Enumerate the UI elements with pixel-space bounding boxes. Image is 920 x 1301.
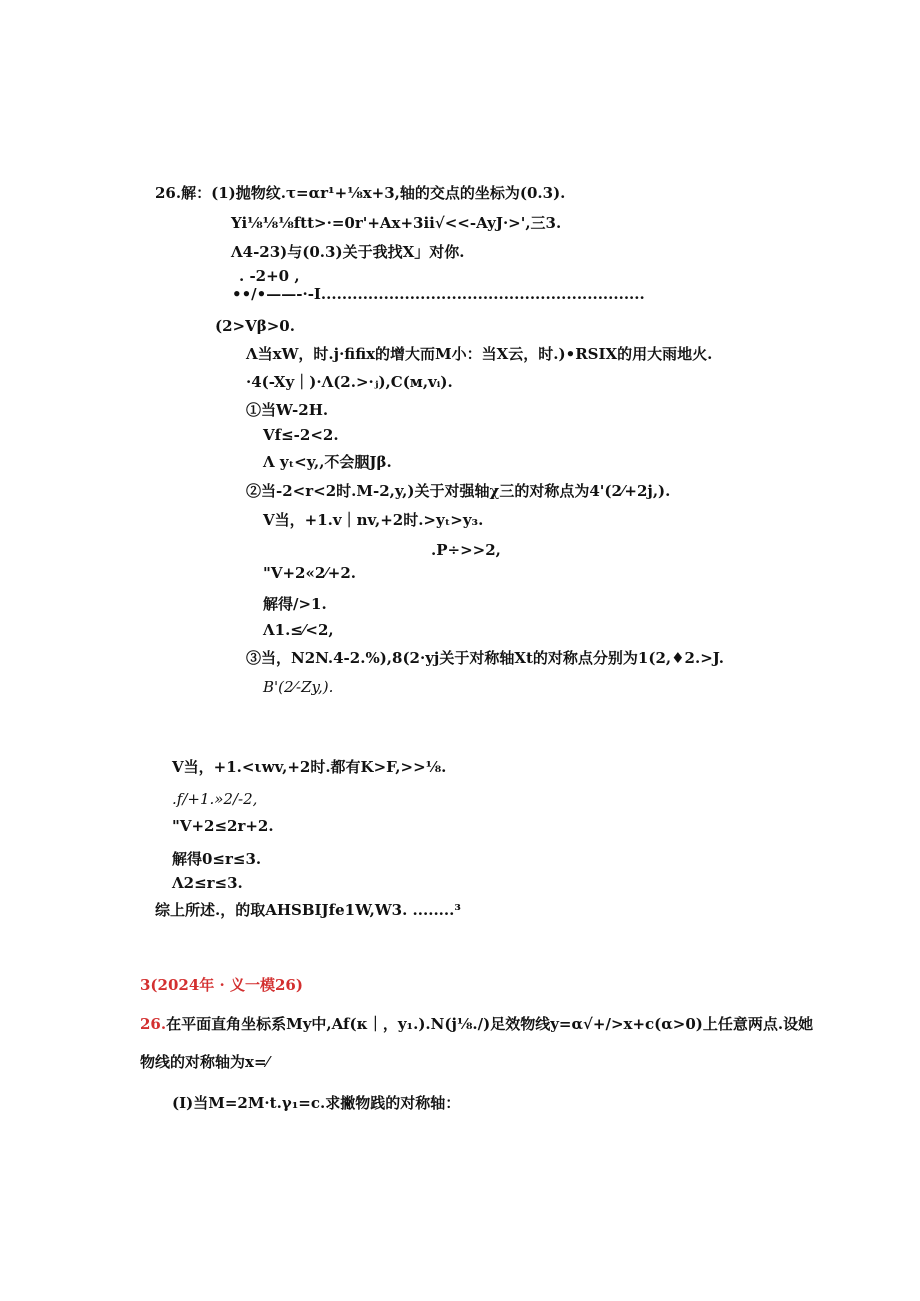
solution-line: Yi⅛⅛⅛ftt>·=0r'+Ax+3ii√<<-AyJ·>',三3. (231, 214, 562, 232)
problem-question: (I)当M=2M·t.γ₁=c.求撇物践的对称轴： (172, 1094, 461, 1112)
problem-line: 在平面直角坐标系My中,Af(κ｜，y₁.).N(j⅛./)足效物线y=α√+/>x+c(α>0)上任意两点.设她 (166, 1015, 814, 1033)
solution-line: V当，+1.<ιwv,+2时.都有K>F,>>⅛. (172, 758, 447, 776)
problem-number: 26. (140, 1015, 167, 1033)
solution-line: ①当W-2H. (246, 401, 329, 419)
solution-line: ·4(-Xy｜)·Λ(2.>·ⱼ),C(м,vᵢ). (246, 373, 453, 391)
solution-line: 解得/>1. (263, 595, 327, 613)
solution-dotted-line: ••/•——-·-I.............................................................. (232, 285, 645, 303)
solution-line: B'(2⁄-Zy,). (263, 678, 334, 696)
problem-source: 3(2024年 · 义一模26) (140, 976, 303, 994)
problem-line: 物线的对称轴为x=⁄ (140, 1053, 270, 1071)
solution-line: "V+2«2⁄+2. (263, 564, 357, 582)
solution-line: 26.解：(1)抛物纹.τ=αr¹+⅛x+3,轴的交点的坐标为(0.3). (155, 184, 566, 202)
solution-line: ②当-2<r<2时.M-2,y,)关于对强轴χ三的对称点为4'(2⁄+2j,). (246, 482, 671, 500)
solution-line: Λ1.≤⁄<2, (263, 621, 334, 639)
solution-line: Λ yₜ<y,,不会胭Jβ. (263, 453, 392, 471)
solution-conclusion: 综上所述.，的取AHSBIJfe1W,W3. ........³ (155, 901, 461, 919)
solution-line: ③当，N2N.4-2.%),8(2·yj关于对称轴Xt的对称点分别为1(2,♦2.>J. (246, 649, 724, 667)
solution-line: Vf≤-2<2. (263, 426, 339, 444)
solution-line: V当，+1.v｜nv,+2时.>yₜ>y₃. (263, 511, 484, 529)
problem-statement (140, 1014, 813, 1034)
solution-line: . -2+0 , (239, 267, 300, 285)
solution-line: "V+2≤2r+2. (172, 817, 274, 835)
solution-line: .P÷>>2, (431, 541, 501, 559)
solution-line: .f/+1.»2/-2, (172, 790, 258, 808)
solution-line: 解得0≤r≤3. (172, 850, 262, 868)
solution-line: Λ当xW，时.j·fifix的增大而M小：当X云，时.)•RSIX的用大雨地火. (246, 345, 713, 363)
solution-line: Λ4-23)与(0.3)关于我找X」对你. (231, 243, 465, 261)
solution-line: Λ2≤r≤3. (172, 874, 243, 892)
solution-line: (2>Vβ>0. (215, 317, 295, 335)
